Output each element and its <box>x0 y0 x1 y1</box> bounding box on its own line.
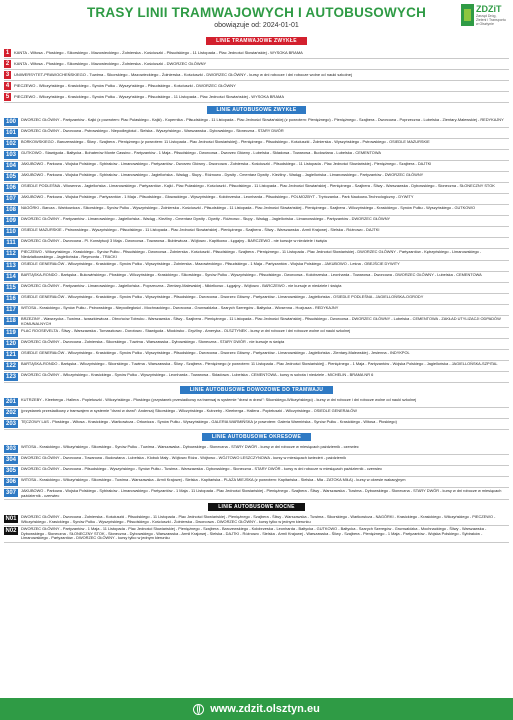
route-row <box>4 339 509 350</box>
route-description: KUTRZEBY - Kleeberga - Hallera - Popiełuszki - Wilczyńskiego - Płoskiego (przystanek przesiadkowy na tramwaj w systemie "drzwi w drzwi": Sikorskiego-Wilczyńskiego) - kursy w dni robocze i dni robocze wolne od nauki szkolnej <box>21 397 417 402</box>
route-row <box>4 316 509 328</box>
logo-name: ZDZiT <box>476 4 502 14</box>
line-number-badge: 120 <box>5 341 16 347</box>
route-row <box>4 150 509 161</box>
footer-url[interactable]: www.zdzit.olsztyn.eu <box>210 703 320 715</box>
feeder-section-heading: LINIE AUTOBUSOWE DOWOZOWE DO TRAMWAJU <box>180 386 333 394</box>
line-number-badge: 104 <box>5 163 16 169</box>
route-row <box>4 455 509 466</box>
line-number-badge: 202 <box>5 410 16 416</box>
line-number-badge: 1 <box>5 50 10 56</box>
route-description: UNIWERSYTET-PRAWOCHEŃSKIEGO - Tuwima - Sikorskiego - Mazowieckiego - Żołnierska - Kościuszki - DWORZEC GŁÓWNY - kursy w dni robocze i dni robocze wolne od nauki szkolnej <box>14 72 352 77</box>
route-description: DWORZEC GŁÓWNY - Dworcowa - Żołnierska - Kościuszki - Piłsudskiego - 11 Listopada - Plac Jedności Słowiańskiej - Pieniężnego - Szajbera - Śliwy - Warszawska - Tuwima - Sikorskiego - Wańkowicza - NAGÓRKI - Krasickiego - Krasickiego - Wilczyńskiego - PIECZEWO - Wilczyńskiego - Krasickiego - Synów Pułku - Wyszyńskiego - Piłsudskiego - Kościuszki - Żołnierska - Dworcowa - DWORZEC GŁÓWNY - kursy tylko w jednym kierunku <box>21 514 496 524</box>
route-description: JAKUBOWO - Parkowa - Wojska Polskiego - Partyzantów - 1 Maja - Piłsudskiego - Głowackiego - Wyszyńskiego - Kołobrzeska - Leonharda - Piłsudskiego - POLMOZBYT - Tryńczanka - Park Naukowo-Technologiczny - DYWITY <box>21 194 414 199</box>
route-row <box>4 183 509 194</box>
feeder-lines-list <box>0 397 513 430</box>
route-row <box>4 48 509 59</box>
line-number-badge: 102 <box>5 141 16 147</box>
route-row <box>4 92 509 103</box>
route-row <box>4 216 509 227</box>
route-description: OSIEDLE GENERAŁÓW - Wilczyńskiego - Krasickiego - Synów Pułku - Wyszyńskiego - Piłsudskiego - Dworcowa - Dworzec Główny - Partyzantów - Limanowskiego - Jagiellońska - OSIEDLE PODLEŚNA - JAGIELLOŃSKA-OGRODY <box>21 294 424 299</box>
route-row <box>4 488 509 500</box>
route-description: WITOSA - Krasickiego - Wilczyńskiego - Sikorskiego - Synów Pułku - Tuwima - Warszawska - Dybowskiego - Słoneczna - STARY DWÓR - kursy w dni robocze w miesiącach październik - czerwiec <box>21 444 359 449</box>
route-description: JAKUBOWO - Parkowa - Wojska Polskiego - Sybiraków - Limanowskiego - Partyzantów - 1 Maja - 11 Listopada - Plac Jedności Słowiańskiej - Pieniężnego - Szajbera - Śliwy - Warszawska - Tuwima - Dybowskiego - Słoneczna - STARY DWÓR - kursy w dni robocze w miesiącach październik - czerwiec <box>21 488 502 498</box>
route-row <box>4 350 509 361</box>
route-row <box>4 161 509 172</box>
page-header <box>0 0 513 34</box>
route-description: GUTKOWO - Stawiguda - Bałtycka - Bohaterów Monte Cassino - Partyzantów - 1 Maja - Piłsudskiego - Dworcowa - Dworzec Główny - Lubelska - Składowa - Towarowa - Budowlana - Lubelska - CEMENTOWA <box>21 150 381 155</box>
line-number-badge: 119 <box>4 329 18 337</box>
line-number-badge: 201 <box>5 399 16 405</box>
route-row <box>4 372 509 383</box>
line-number-badge: 118 <box>4 317 18 325</box>
route-row <box>4 117 509 128</box>
route-description: DWORZEC GŁÓWNY - Dworcowa - Pl. Konstytucji 3 Maja - Dworcowa - Towarowa - Bublewicza - Wójtowo - Kapitkowo - Łęgajny - BARCZEWO - nie kursuje w niedziele i święta <box>21 238 327 243</box>
route-row <box>4 444 509 455</box>
page-footer <box>0 698 513 720</box>
route-row <box>4 328 509 339</box>
route-description: WITOSA - Krasickiego - Wilczyńskiego - Sikorskiego - Tuwima - Warszawska - Armii Krajowej - Sielska - Kapitańska - PLAŻA MIEJSKA (z powrotem: Kapitańska - Sielska - Mła - ZATOKA MIŁA) - kursy w okresie wakacyjnym <box>21 477 406 482</box>
valid-from-label: obowiązuje od: <box>214 22 261 29</box>
line-number-badge: 106 <box>5 185 16 191</box>
route-row <box>4 238 509 249</box>
night-section-heading: LINIE AUTOBUSOWE NOCNE <box>208 503 305 511</box>
line-number-badge: 306 <box>5 479 16 485</box>
route-row <box>4 477 509 488</box>
route-description: DWORZEC GŁÓWNY - Partyzantów - Limanowskiego - Jagiellońska - Poprzeczna - Zientary-Malewskiej - Nikielkowo - Łęgajny - Wójtowo - BARCZEWO - nie kursuje w niedziele i święta <box>21 283 342 288</box>
route-row <box>4 205 509 216</box>
route-description: PIECZEWO - Wilczyńskiego - Krasickiego - Synów Pułku - Wyszyńskiego - Piłsudskiego - Kościuszki - DWORZEC GŁÓWNY <box>14 83 236 88</box>
line-number-badge: 105 <box>5 174 16 180</box>
route-description: WITOSA - Krasickiego - Synów Pułku - Pstrowskiego - Niepodległości - Mochnackiego - Dworcowa - Grunwaldzka - Szarych Szeregów - Bałtycka - Wiosenna - Hozjusza - REDYKAJNY <box>21 305 339 310</box>
line-number-badge: 110 <box>4 228 18 236</box>
line-number-badge: 101 <box>5 130 16 136</box>
line-number-badge: 112 <box>4 250 18 258</box>
route-row <box>4 272 509 283</box>
route-description: DWORZEC GŁÓWNY - Dworcowa - Pstrowskiego - Niepodległości - Sielska - Wyszyńskiego - Warszawska - Dybowskiego - Słoneczna - STARY DWÓR <box>21 128 284 133</box>
tram-section-heading: LINIE TRAMWAJOWE ZWYKŁE <box>206 37 307 45</box>
line-number-badge: 121 <box>5 352 16 358</box>
tram-lines-list <box>0 48 513 103</box>
line-number-badge: 2 <box>5 61 10 67</box>
route-description: DWORZEC GŁÓWNY - Dworcowa - Żołnierska - Sikorskiego - Tuwima - Warszawska - Dybowskiego - Słoneczna - STARY DWÓR - nie kursuje w święta <box>21 339 285 344</box>
route-description: BRZEZINY - Wawrzycka - Tuwima - Iwaszkiewicza - Obrońców Tobruku - Warszawska - Śliwy - Szajbera - Pieniężnego - 11 Listopada - Plac Jedności Słowiańskiej - Piłsudskiego - Dworcowa - DWORZEC GŁÓWNY - Lubelska - CEMENTOWA - ZAKŁAD UTYLIZACJI ODPADÓW KOMUNALNYCH <box>21 316 501 326</box>
line-number-badge: 114 <box>4 273 18 281</box>
route-description: OSIEDLE MAZURSKIE - Pstrowskiego - Wyszyńskiego - Piłsudskiego - 11 Listopada - Plac Jedności Słowiańskiej - Pieniężnego - Szajbera - Śliwy - Warszawska - Armii Krajowej - Sielska - Różnowo - DAJTKI <box>21 227 380 232</box>
valid-from-date: 2024-01-01 <box>262 22 299 29</box>
line-number-badge: 4 <box>5 83 10 89</box>
route-row <box>4 81 509 92</box>
route-description: DWORZEC GŁÓWNY - Dworcowa - Piłsudskiego - Wyszyńskiego - Synów Pułku - Tuwima - Warszawska - Dybowskiego - Słoneczna - STARY DWÓR - kursy w dni robocze w miesiącach październik - czerwiec <box>21 466 383 471</box>
route-description: JAKUBOWO - Parkowa - Wojska Polskiego - Sybiraków - Limanowskiego - Jagiellońska - Wadąg - Słupy - Różnowo - Dywity - Cmentarz Dywity - Kieźliny - Wadąg - Jagiellońska - Limanowskiego - Partyzantów - DWORZEC GŁÓWNY <box>21 172 424 177</box>
line-number-badge: 117 <box>4 306 18 314</box>
line-number-badge: 100 <box>5 119 16 125</box>
route-description: PLAC ROOSEVELTA - Śliwy - Warszawska - Tomaszkowo - Dorotowo - Stawiguda - Miodówko - Gryźliny - Amerykа - OLSZTYNEK - kursy w dni robocze i dni robocze wolne od nauki szkolnej <box>21 328 351 333</box>
page-title: TRASY LINII TRAMWAJOWYCH I AUTOBUSOWYCH <box>86 5 427 20</box>
route-row <box>4 59 509 70</box>
route-row <box>4 70 509 81</box>
logo-description: Zarząd Dróg, Zieleni i Transportu w Olsztynie <box>476 14 506 26</box>
zdzit-logo <box>461 4 505 32</box>
line-number-badge: 3 <box>5 72 10 78</box>
line-number-badge: 203 <box>5 421 16 427</box>
line-number-badge: 304 <box>5 457 16 463</box>
line-number-badge: 305 <box>5 468 16 474</box>
line-number-badge: 107 <box>5 196 16 202</box>
route-row <box>4 294 509 305</box>
route-row <box>4 261 509 272</box>
route-description: PIECZEWO - Wilczyńskiego - Krasickiego - Synów Pułku - Wyszyńskiego - Piłsudskiego - 11 Listopada - Plac Jedności Słowiańskiej - WYSOKA BRAMA <box>14 94 284 99</box>
line-number-badge: N02 <box>5 528 17 534</box>
line-number-badge: 108 <box>5 207 16 213</box>
route-description: DWORZEC GŁÓWNY - Dworcowa - Towarowa - Budowlana - Lubelska - Klobuk Mały - Wójtowo Róża - Wójtowo - WÓJTOWO LESZCZYNOWA - kursy w miesiącach kwiecień - październik <box>21 455 347 460</box>
route-row <box>4 419 509 430</box>
line-number-badge: 303 <box>5 446 16 452</box>
route-description: OSIEDLE GENERAŁÓW - Wilczyńskiego - Krasickiego - Synów Pułku - Wyszyńskiego - Piłsudskiego - Dworcowa - Dworzec Główny - Partyzantów - Limanowskiego - Jagiellońska - Zientary-Malewskiej - Jesienna - INDYKPOL <box>21 350 410 355</box>
route-description: BARTĄSKA-RONDO - Bartąska - Bukowińskiego - Płoskiego - Wilczyńskiego - Krasickiego - Sikorskiego - Synów Pułku - Wyszyńskiego - Piłsudskiego - Dworcowa - Kołobrzeska - Leonharda - Towarowa - Dworcowa - DWORZEC GŁÓWNY - Lubelska - CEMENTOWA <box>21 272 482 277</box>
seasonal-lines-list <box>0 444 513 500</box>
bus-section-heading: LINIE AUTOBUSOWE ZWYKŁE <box>207 106 307 114</box>
line-number-badge: N01 <box>5 516 17 522</box>
bus-lines-list <box>0 117 513 383</box>
route-row <box>4 466 509 477</box>
validity-line <box>0 22 513 29</box>
route-row <box>4 283 509 294</box>
night-lines-list <box>0 514 513 543</box>
route-description: KANTA - Witosa - Płoskiego - Sikorskiego - Mazowieckiego - Żołnierska - Kościuszki - DWORZEC GŁÓWNY <box>14 61 207 66</box>
line-number-badge: 123 <box>5 374 16 380</box>
route-description: DWORZEC GŁÓWNY - Partyzantów - 1 Maja - 11 Listopada - Plac Jedności Słowiańskiej - Pieniężnego - Szajbera - Barczewskiego - Kołobrzeska - Leonharda - Bałtycka - GUTKOWO - Bałtycka - Szarych Szeregów - Grunwaldzka - Mochnackiego - Śliwy - Warszawska - Dybowskiego - Słoneczna - SŁONECZNY STOK - Słoneczna - Dybowskiego - Warszawska - Armii Krajowej - Sielska - DAJTKI - Różnowo - Sielska - Armii Krajowej - Warszawska - Śliwy - Szajbera - Pieniężnego - 1 Maja - Partyzantów - Wojska Polskiego - Sybiraków - Limanowskiego - Partyzantów - DWORZEC GŁÓWNY - kursy tylko w jednym kierunku <box>21 526 487 540</box>
route-row <box>4 128 509 139</box>
route-row <box>4 514 509 526</box>
line-number-badge: 5 <box>5 94 10 100</box>
route-row <box>4 227 509 238</box>
line-number-badge: 115 <box>4 284 18 292</box>
globe-icon <box>193 704 204 715</box>
route-row <box>4 361 509 372</box>
seasonal-section-heading: LINIE AUTOBUSOWE OKRESOWE <box>202 433 311 441</box>
route-description: OSIEDLE PODLEŚNA - Wiosenna - Jagiellońska - Limanowskiego - Partyzantów - Kajki - Plac Pułaskiego - Kościuszki - Piłsudskiego - 11 Listopada - Plac Jedności Słowiańskiej - Pieniężnego - Szajbera - Śliwy - Warszawska - Dybowskiego - Słoneczna - SŁONECZNY STOK <box>21 183 495 188</box>
route-description: NAGÓRKI - Barcza - Wańkowicza - Sikorskiego - Synów Pułku - Wyszyńskiego - Żołnierska - Kościuszki - Piłsudskiego - 11 Listopada - Plac Jedności Słowiańskiej - Pieniężnego - Szajbera - Wilczyńskiego - Krasickiego - Synów Pułku - Wyszyńskiego - GUTKOWO <box>21 205 475 210</box>
route-description: DWORZEC GŁÓWNY - Partyzantów - Limanowskiego - Jagiellońska - Wadąg - Kieźliny - Cmentarz Dywity - Dywity - Różnowo - Słupy - Wadąg - Jagiellońska - Limanowskiego - Partyzantów - DWORZEC GŁÓWNY <box>21 216 391 221</box>
route-row <box>4 249 509 261</box>
line-number-badge: 109 <box>5 218 16 224</box>
route-description: DWORZEC GŁÓWNY - Wilczyńskiego - Krasickiego - Synów Pułku - Wyszyńskiego - Leonharda - Towarowa - Składowa - Lubelska - CEMENTOWA - kursy w sobota i niedziele - MICHELIN - BRAMA NR 6 <box>21 372 374 377</box>
line-number-badge: 111 <box>4 239 18 247</box>
line-number-badge: 122 <box>5 363 16 369</box>
route-description: DWORZEC GŁÓWNY - Partyzantów - Kajki (z powrotem: Plac Pułaskiego - Kajki) - Kopernika - Piłsudskiego - 11 Listopada - Plac Jedności Słowiańskiej (z powrotem: Pieniężnego) - Pieniężnego - Szajbera - Dworcowa - Poprzeczna - Lubelska - Zientary-Malewskiej - REDYKAJNY <box>21 117 504 122</box>
route-row <box>4 397 509 408</box>
line-number-badge: 116 <box>4 295 18 303</box>
line-number-badge: 307 <box>5 490 16 496</box>
logo-mark-icon <box>461 4 474 26</box>
route-row <box>4 526 509 543</box>
route-description: KANTA - Witosa - Płoskiego - Sikorskiego - Mazowieckiego - Żołnierska - Kościuszki - Piłsudskiego - 11 Listopada - Plac Jedności Słowiańskiej - WYSOKA BRAMA <box>14 50 303 55</box>
route-row <box>4 305 509 316</box>
route-description: BORKOWSKIEGO - Barczewskiego - Śliwy - Szajbera - Pieniężnego (z powrotem: 11 Listopada - Plac Jedności Słowiańskiej) - Pieniężnego - Piłsudskiego - Kościuszki - Żołnierska - Wyszyńskiego - Pstrowskiego - OSIEDLE MAZURSKIE <box>21 139 430 144</box>
route-description: JAKUBOWO - Parkowa - Wojska Polskiego - Sybiraków - Limanowskiego - Partyzantów - Dworzec Główny - Dworcowa - Żołnierska - Kościuszki - Piłsudskiego - 11 Listopada - Plac Jedności Słowiańskiej - Pieniężnego - Szajbera - DAJTKI <box>21 161 432 166</box>
route-description: PIECZEWO - Wilczyńskiego - Krasickiego - Synów Pułku - Piłsudskiego - Dworcowa - Żołnierska - Kościuszki - Piłsudskiego - Szajbera - Pieniężnego - 11 Listopada - Plac Jedności Słowiańskiej - DWORZEC GŁÓWNY - Partyzantów - Kętrzyńskiego - Limanowskiego - Niedziałkowskiego - Jagiellońska - Reymonta - TRACKI <box>21 249 482 259</box>
route-description: OSIEDLE GENERAŁÓW - Wilczyńskiego - Krasickiego - Synów Pułku - Wyszyńskiego - Żołnierska - Mazowieckiego - Piłsudskiego - 1 Maja - Partyzantów - Wojska Polskiego - JAKUBOWO - Leśna - OBEJŚCIE DYWITY <box>21 261 400 266</box>
line-number-badge: 113 <box>4 262 18 270</box>
route-description: TĘCZOWY LAS - Płoskiego - Witosa - Krasickiego - Wańkowicza - Orłowicza - Synów Pułku - Wyszyńskiego - GALERIA WARMIŃSKA (z powrotem: Galeria Warmińska - Synów Pułku - Krasickiego - Witosa - Płoskiego) <box>21 419 397 424</box>
line-number-badge: 103 <box>5 152 16 158</box>
route-description: (przystanek przesiadkowy z tramwajem w systemie "drzwi w drzwi": Andersa) Sikorskiego - Wilczyńskiego - Kutrzeby - Kleeberga - Hallera - Popiełuszki - Wilczyńskiego - OSIEDLE GENERAŁÓW <box>21 408 357 413</box>
route-description: BARTĄSKA-RONDO - Bartąska - Wilczyńskiego - Sikorskiego - Tuwima - Warszawska - Śliwy - Szajbera - Pieniężnego (z powrotem: 11 Listopada - Plac Jedności Słowiańskiej) - Pieniężnego - 1 Maja - Partyzantów - Wojska Polskiego - Jagiellońska - JAGIELLOŃSKA-SZPITAL <box>21 361 498 366</box>
route-row <box>4 194 509 205</box>
route-row <box>4 408 509 419</box>
route-row <box>4 139 509 150</box>
route-row <box>4 172 509 183</box>
